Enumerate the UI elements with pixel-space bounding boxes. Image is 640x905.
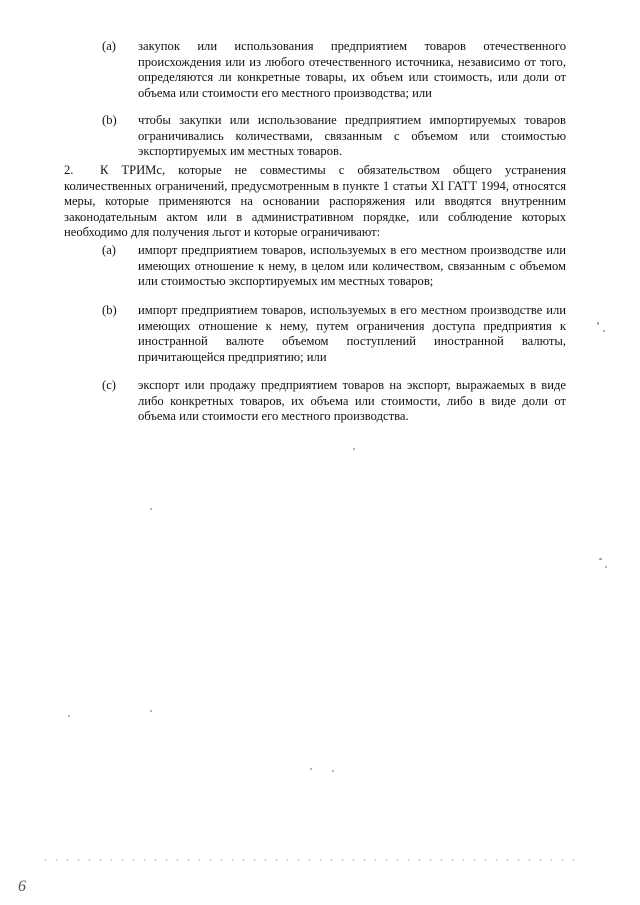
scan-speck	[150, 508, 152, 510]
list-item-marker: (b)	[102, 303, 117, 317]
paragraph-number: 2.	[64, 163, 74, 177]
handwritten-page-mark: 6	[18, 878, 26, 895]
scan-speck-row	[40, 858, 580, 862]
list-item-text: чтобы закупки или использование предприятием импортируемых товаров ограничивались количествами, связанным с объемом или стоимостью экспортируемых им местных товаров.	[138, 113, 566, 159]
scan-speck	[68, 715, 70, 717]
scan-speck	[332, 770, 334, 772]
list-item-marker: (a)	[102, 39, 116, 53]
list-item-marker: (b)	[102, 113, 117, 127]
scan-speck	[150, 710, 152, 712]
list-item-marker: (a)	[102, 243, 116, 257]
scan-speck	[605, 566, 607, 568]
scan-speck	[597, 322, 599, 325]
list-item-marker: (c)	[102, 378, 116, 392]
scan-speck	[603, 330, 605, 332]
list-item-text: импорт предприятием товаров, используемых в его местном производстве или имеющих отношение к нему, в целом или количеством, связанным с объемом или стоимостью экспортируемых им местных товаров;	[138, 243, 566, 289]
paragraph-text: К ТРИМс, которые не совместимы с обязательством общего устранения количественных ограничений, предусмотренным в пункте 1 статьи XI ГАТТ 1994, относятся меры, которые применяются на основании распоряжения или вводятся внутренним законодательным актом или в административном порядке, или соблюдение которых необходимо для получения льгот и которые ограничивают:	[64, 163, 566, 240]
scan-speck	[353, 448, 355, 450]
list-item-text: экспорт или продажу предприятием товаров на экспорт, выражаемых в виде либо конкретных товаров, их объема или стоимости, либо в виде доли от объема или стоимости его местного производства.	[138, 378, 566, 424]
list-item-text: импорт предприятием товаров, используемых в его местном производстве или имеющих отношение к нему, путем ограничения доступа предприятия к иностранной валюте объемом поступлений иностранной валюты, причитающейся предприятию; или	[138, 303, 566, 364]
scan-speck	[310, 768, 312, 770]
list-item-text: закупок или использования предприятием товаров отечественного происхождения или из любого отечественного источника, независимо от того, определяются ли конкретные товары, их объем или стоимость, или доли от объема или стоимости его местного производства; или	[138, 39, 566, 100]
scan-speck	[599, 558, 602, 560]
paragraph-2	[64, 163, 566, 241]
